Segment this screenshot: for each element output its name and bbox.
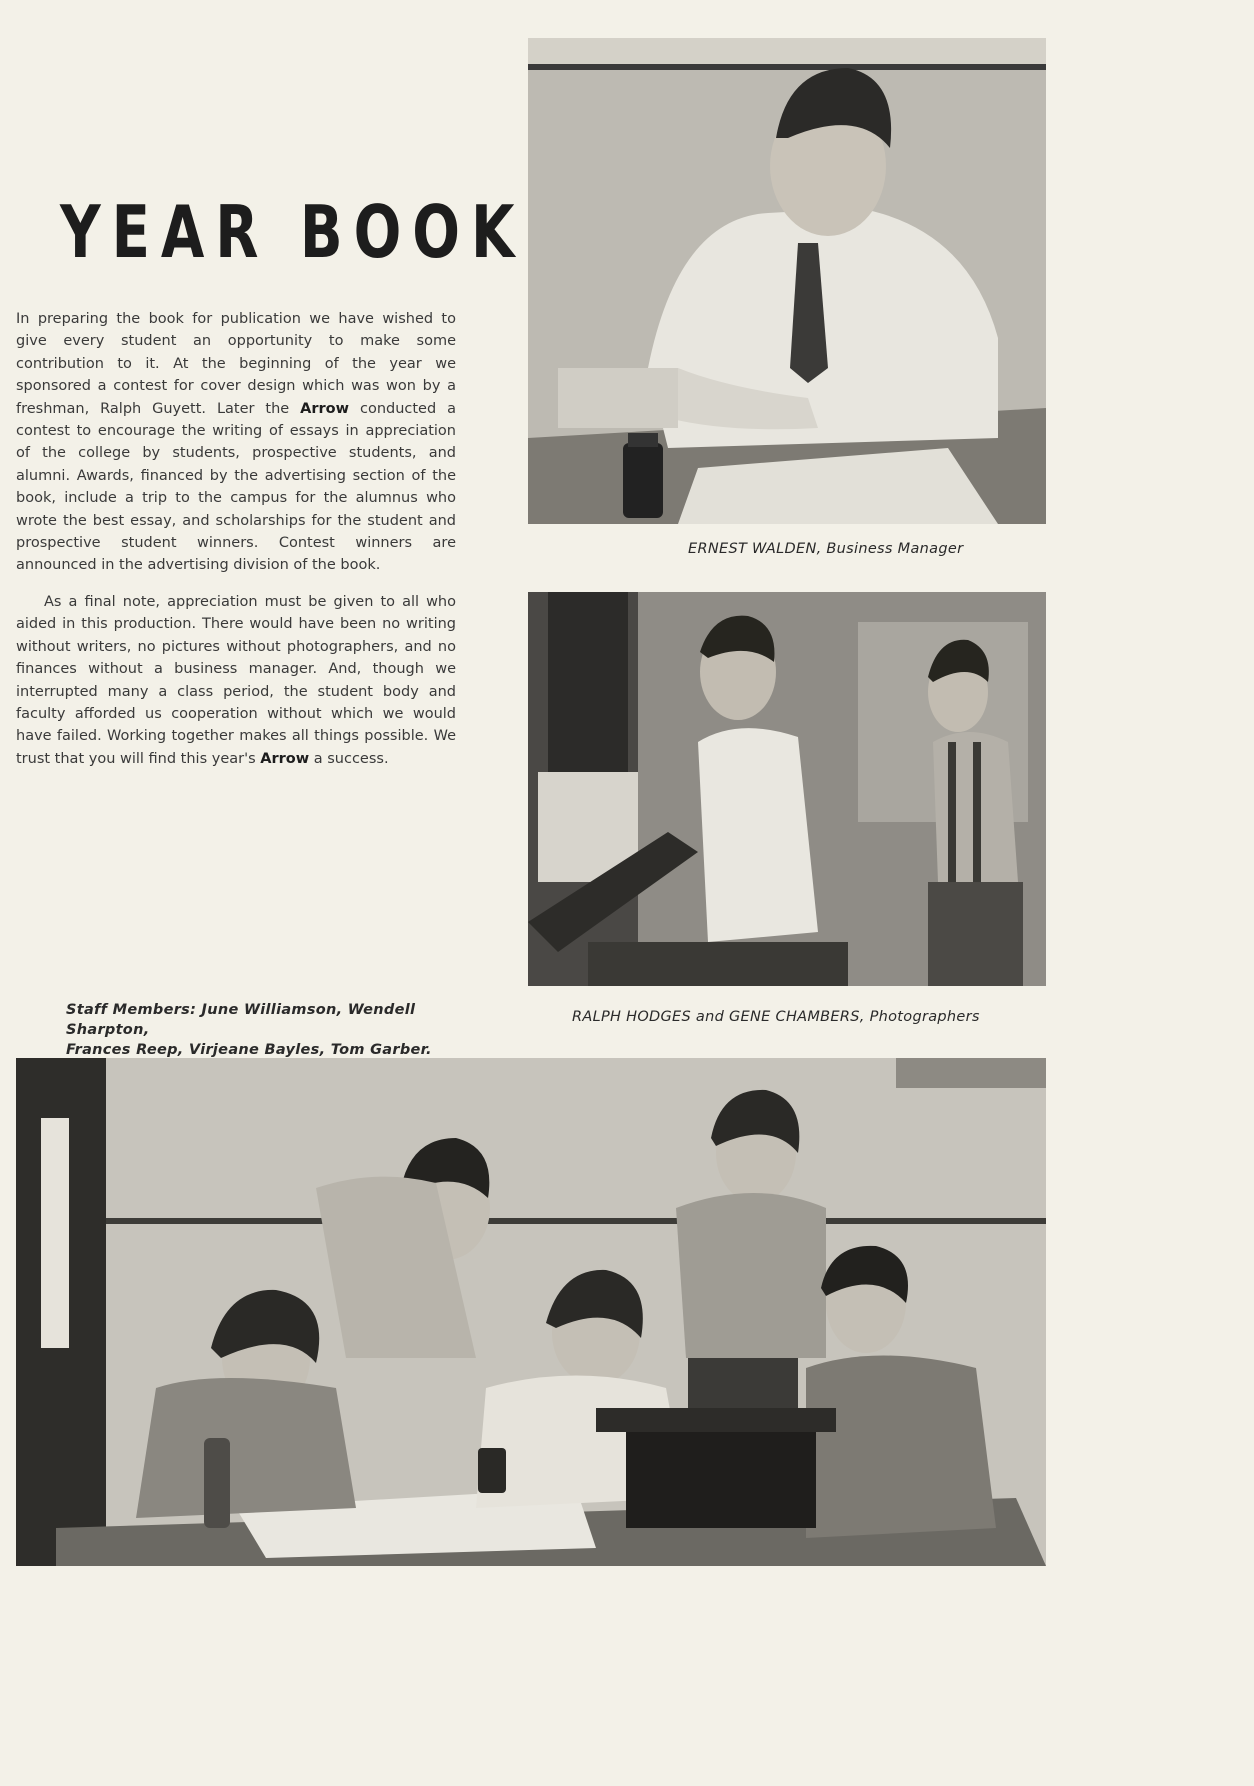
article-body	[16, 308, 456, 784]
page-title: YEAR BOOK	[60, 190, 526, 274]
photographers-caption: RALPH HODGES and GENE CHAMBERS, Photographers	[572, 1009, 980, 1025]
paragraph-text-run: a success.	[309, 750, 389, 767]
paragraph-text-run: As a final note, appreciation must be given to all who aided in this production. There would have been no writing without writers, no pictures without photographers, and no finances without a business manager. And, though we interrupted many a class period, the student body and faculty afforded us cooperation without which we would have failed. Working together makes all things possible. We trust that you will find this year's	[16, 593, 456, 767]
article-paragraph-1	[16, 308, 456, 577]
publication-name: Arrow	[300, 400, 350, 417]
staff-caption-line-2: Frances Reep, Virjeane Bayles, Tom Garber.	[66, 1042, 432, 1058]
paragraph-text-run: In preparing the book for publication we have wished to give every student an opportunity to make some contribution to it. At the beginning of the year we sponsored a contest for cover design which was won by a freshman, Ralph Guyett. Later the	[16, 311, 456, 417]
photographers-photo	[528, 592, 1046, 986]
staff-caption-line-1: Staff Members: June Williamson, Wendell Sharpton,	[66, 1002, 416, 1038]
publication-name: Arrow	[260, 750, 310, 767]
paragraph-text-run: conducted a contest to encourage the writing of essays in appreciation of the college by students, prospective students, and alumni. Awards, financed by the advertising section of the book, include a trip to the campus for the alumnus who wrote the best essay, and scholarships for the student and prospective student winners. Contest winners are announced in the advertising division of the book.	[16, 400, 456, 574]
business-manager-caption: ERNEST WALDEN, Business Manager	[688, 541, 964, 557]
staff-members-caption	[66, 1000, 496, 1060]
business-manager-photo	[528, 38, 1046, 524]
article-paragraph-2	[16, 591, 456, 770]
staff-members-photo	[16, 1058, 1046, 1566]
